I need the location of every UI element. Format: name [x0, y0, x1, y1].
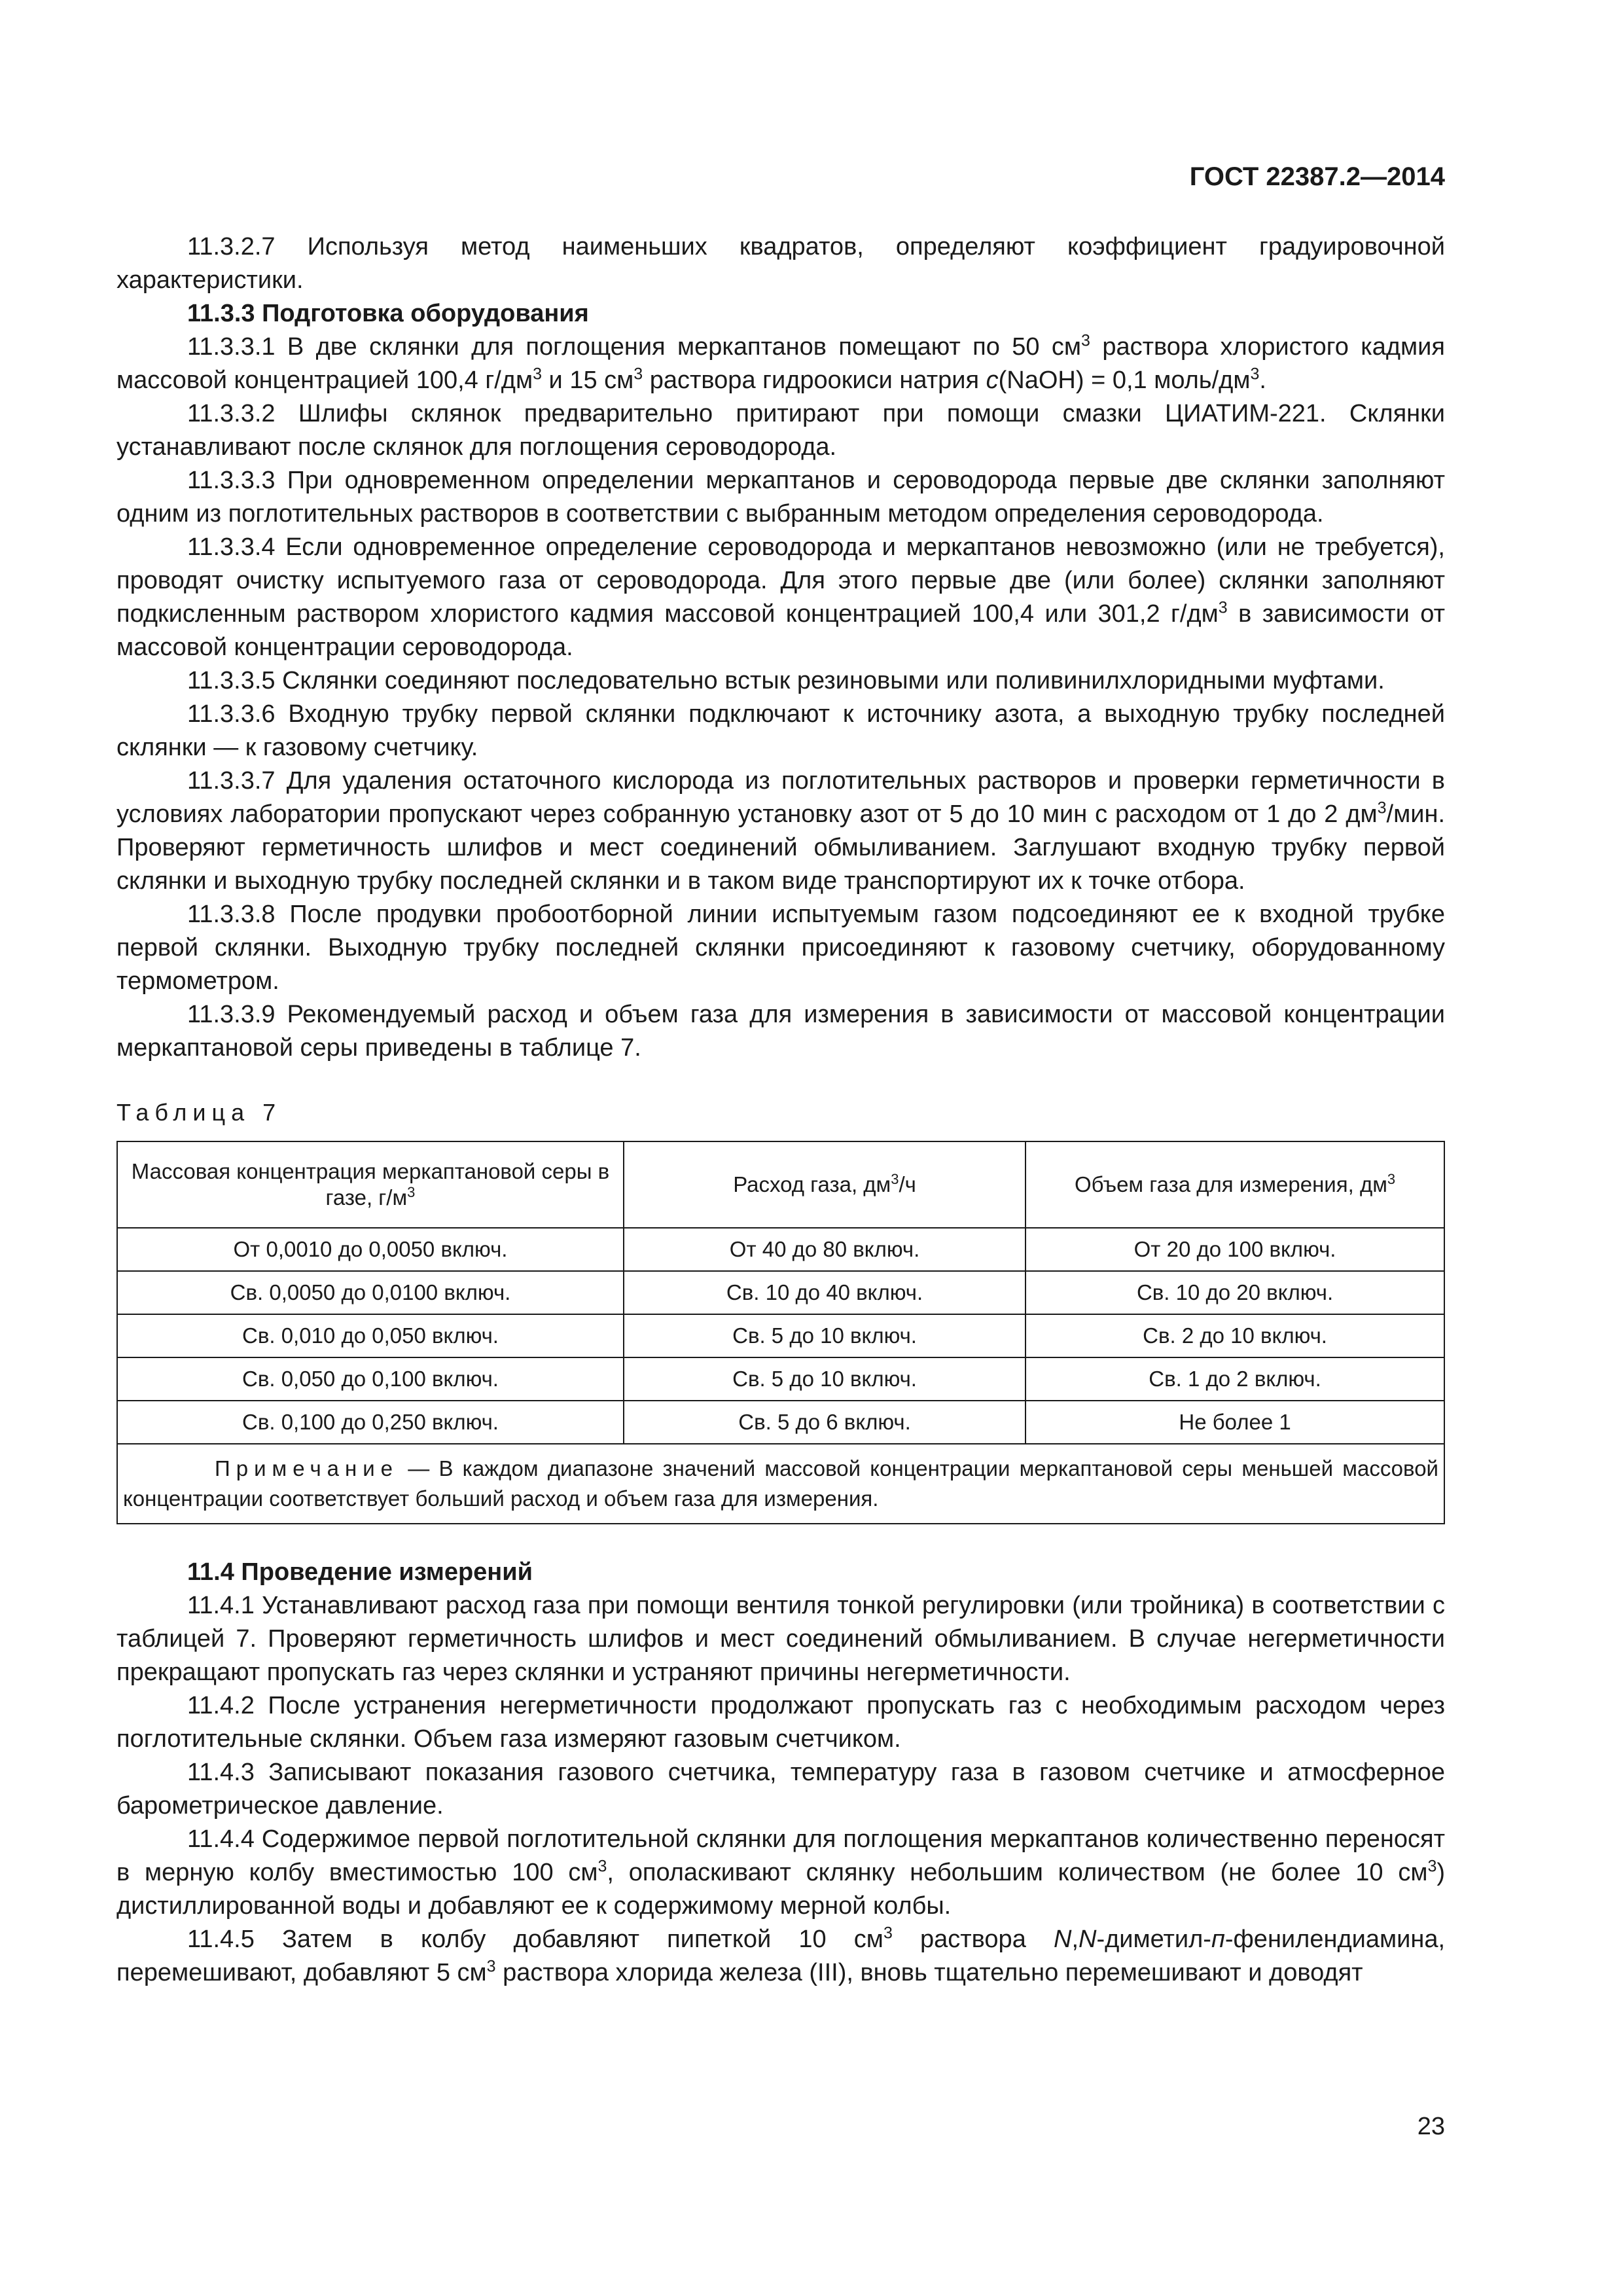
note-label: Примечание: [215, 1456, 399, 1480]
table-row: [117, 1228, 1444, 1271]
note-text: — В каждом диапазоне значений массовой концентрации меркаптановой серы меньшей массовой концентрации соответствует больший расход и объем газа для измерения.: [123, 1456, 1438, 1511]
table-cell: Св. 0,010 до 0,050 включ.: [117, 1314, 624, 1357]
table-row: [117, 1314, 1444, 1357]
paragraphs-before-table: [116, 230, 1445, 1065]
paragraph: 11.3.3.5 Склянки соединяют последовательно встык резиновыми или поливинилхлоридными муфтами.: [187, 667, 1385, 694]
paragraph: 11.4.4 Содержимое первой поглотительной склянки для поглощения меркаптанов количественно переносят в мерную колбу вместимостью 100 $см^3$, ополаскивают склянку небольшим количеством (не более 10 $см^3$) дистиллированной воды и добавляют ее к содержимому мерной колбы.: [116, 1825, 1446, 1920]
table-cell: От 0,0010 до 0,0050 включ.: [117, 1228, 624, 1271]
section-heading: 11.3.3 Подготовка оборудования: [187, 300, 589, 327]
table-cell: От 40 до 80 включ.: [624, 1228, 1026, 1271]
table-row: [117, 1357, 1444, 1401]
paragraph: 11.4.5 Затем в колбу добавляют пипеткой 10 $см^3$ раствора N,N-диметил-п-фенилендиамина, перемешивают, добавляют 5 $см^3$ раствора хлорида железа (III), вновь тщательно перемешивают и доводят: [116, 1924, 1446, 1986]
paragraph: 11.3.3.4 Если одновременное определение сероводорода и меркаптанов невозможно (или не требуется), проводят очистку испытуемого газа от сероводорода. Для этого первые две (или более) склянки заполняют подкисленным раствором хлористого кадмия массовой концентрацией 100,4 или 301,2 $г/дм^3$ в зависимости от массовой концентрации сероводорода.: [116, 533, 1445, 661]
page-body: [116, 157, 1445, 1990]
page-number: 23: [1417, 2113, 1445, 2140]
table-note: [117, 1444, 1444, 1524]
section-heading: 11.4 Проведение измерений: [187, 1558, 533, 1586]
paragraph: 11.3.3.2 Шлифы склянок предварительно притирают при помощи смазки ЦИАТИМ-221. Склянки устанавливают после склянок для поглощения сероводорода.: [116, 400, 1445, 461]
table-cell: От 20 до 100 включ.: [1026, 1228, 1444, 1271]
table-cell: Св. 5 до 6 включ.: [624, 1401, 1026, 1444]
table-cell: Св. 10 до 40 включ.: [624, 1271, 1026, 1314]
table-cell: Не более 1: [1026, 1401, 1444, 1444]
table-header-cell: Расход газа, $дм^3/ч$: [624, 1141, 1026, 1228]
paragraph: 11.3.3.9 Рекомендуемый расход и объем газа для измерения в зависимости от массовой концентрации меркаптановой серы приведены в таблице 7.: [116, 1001, 1445, 1062]
table-cell: Св. 1 до 2 включ.: [1026, 1357, 1444, 1401]
table-header-row: [117, 1141, 1444, 1228]
table-cell: Св. 10 до 20 включ.: [1026, 1271, 1444, 1314]
table-note-row: [117, 1444, 1444, 1524]
document-code: ГОСТ 22387.2—2014: [1189, 162, 1445, 191]
table-cell: Св. 2 до 10 включ.: [1026, 1314, 1444, 1357]
paragraph: 11.3.2.7 Используя метод наименьших квадратов, определяют коэффициент градуировочной характеристики.: [116, 233, 1445, 294]
paragraph: 11.4.3 Записывают показания газового счетчика, температуру газа в газовом счетчике и атмосферное барометрическое давление.: [116, 1759, 1445, 1820]
table-header-cell: Объем газа для измерения, $дм^3$: [1026, 1141, 1444, 1228]
table-7: [116, 1141, 1445, 1524]
paragraph: 11.3.3.6 Входную трубку первой склянки подключают к источнику азота, а выходную трубку последней склянки — к газовому счетчику.: [116, 700, 1445, 761]
table-row: [117, 1271, 1444, 1314]
paragraph: 11.3.3.7 Для удаления остаточного кислорода из поглотительных растворов и проверки герметичности в условиях лаборатории пропускают через собранную установку азот от 5 до 10 мин с расходом от 1 до 2 $дм^3$/мин. Проверяют герметичность шлифов и мест соединений обмыливанием. Заглушают входную трубку первой склянки и выходную трубку последней склянки и в таком виде транспортируют их к точке отбора.: [116, 767, 1445, 895]
table-cell: Св. 5 до 10 включ.: [624, 1357, 1026, 1401]
table-header-cell: Массовая концентрация меркаптановой серы в газе, $г/м^3$: [117, 1141, 624, 1228]
table-cell: Св. 5 до 10 включ.: [624, 1314, 1026, 1357]
table-caption: Таблица 7: [116, 1099, 282, 1126]
table-cell: Св. 0,100 до 0,250 включ.: [117, 1401, 624, 1444]
paragraph: 11.3.3.8 После продувки пробоотборной линии испытуемым газом подсоединяют ее к входной трубке первой склянки. Выходную трубку последней склянки присоединяют к газовому счетчику, оборудованному термометром.: [116, 901, 1445, 995]
paragraph: 11.3.3.3 При одновременном определении меркаптанов и сероводорода первые две склянки заполняют одним из поглотительных растворов в соответствии с выбранным методом определения сероводорода.: [116, 467, 1445, 528]
paragraphs-after-table: [116, 1556, 1445, 1990]
table-cell: Св. 0,0050 до 0,0100 включ.: [117, 1271, 624, 1314]
table-cell: Св. 0,050 до 0,100 включ.: [117, 1357, 624, 1401]
table-row: [117, 1401, 1444, 1444]
paragraph: 11.4.1 Устанавливают расход газа при помощи вентиля тонкой регулировки (или тройника) в соответствии с таблицей 7. Проверяют герметичность шлифов и мест соединений обмыливанием. В случае негерметичности прекращают пропускать газ через склянки и устраняют причины негерметичности.: [116, 1592, 1445, 1686]
paragraph: 11.4.2 После устранения негерметичности продолжают пропускать газ с необходимым расходом через поглотительные склянки. Объем газа измеряют газовым счетчиком.: [116, 1692, 1445, 1753]
paragraph: 11.3.3.1 В две склянки для поглощения меркаптанов помещают по 50 $см^3$ раствора хлористого кадмия массовой концентрацией 100,4 $г/дм^3$ и 15 $см^3$ раствора гидроокиси натрия c(NaOH) = 0,1 моль/$дм^3$.: [116, 331, 1445, 394]
